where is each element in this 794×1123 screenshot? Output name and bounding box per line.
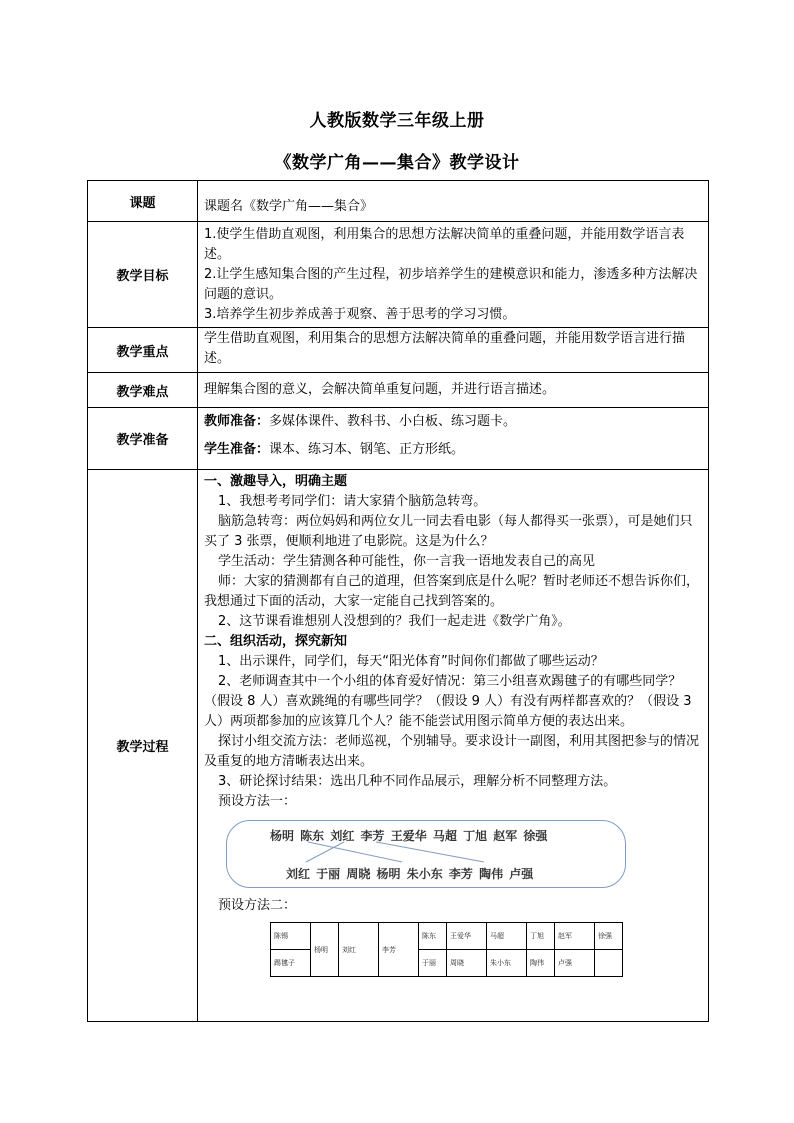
grid-cell: 马超 xyxy=(487,923,527,950)
process-label: 教学过程 xyxy=(88,470,198,1022)
difficulty-text: 理解集合图的意义，会解决简单重复问题，并进行语言描述。 xyxy=(204,382,556,397)
grid-cell: 于丽 xyxy=(419,950,447,977)
topic-label: 课题 xyxy=(88,181,198,222)
process-paragraph: 脑筋急转弯：两位妈妈和两位女儿一同去看电影（每人都得买一张票），可是她们只买了 3 张票，便顺利地进了电影院。这是为什么？ xyxy=(204,514,693,549)
section-2-heading: 二、组织活动，探究新知 xyxy=(204,634,348,649)
document-title: 人教版数学三年级上册 xyxy=(309,111,485,131)
diagram-row-bottom: 刘红 于丽 周晓 杨明 朱小东 李芳 陶伟 卢强 xyxy=(286,867,534,881)
grid-cell: 杨明 xyxy=(311,923,339,977)
teacher-prep-label: 教师准备： xyxy=(204,414,270,429)
grid-cell: 陈东 xyxy=(419,923,447,950)
process-paragraph: 2、这节课看谁想别人没想到的？我们一起走进《数学广角》。 xyxy=(218,614,571,629)
grid-cell: 周晓 xyxy=(447,950,487,977)
method-1-diagram xyxy=(226,820,626,890)
grid-cell: 徐强 xyxy=(595,923,623,950)
grid-cell: 丁旭 xyxy=(527,923,555,950)
difficulty-content xyxy=(198,373,709,408)
teacher-prep xyxy=(204,408,702,432)
preparation-label: 教学准备 xyxy=(88,408,198,470)
lesson-plan-table xyxy=(87,180,709,1022)
section-1-heading: 一、激趣导入，明确主题 xyxy=(204,474,348,489)
student-prep xyxy=(204,440,702,460)
process-paragraph: 师：大家的猜测都有自己的道理，但答案到底是什么呢？暂时老师还不想告诉你们，我想通过下面的活动，大家一定能自己找到答案的。 xyxy=(204,574,700,609)
grid-cell: 陈锡 xyxy=(271,923,311,950)
document-subtitle: 《数学广角——集合》教学设计 xyxy=(274,153,520,173)
grid-cell: 王爱华 xyxy=(447,923,487,950)
teacher-prep-text: 多媒体课件、教科书、小白板、练习题卡。 xyxy=(269,414,517,429)
difficulty-label: 教学难点 xyxy=(88,373,198,408)
grid-cell: 陶伟 xyxy=(527,950,555,977)
process-paragraph: 1、出示课件，同学们，每天“阳光体育”时间你们都做了哪些运动？ xyxy=(218,654,604,669)
grid-cell: 朱小东 xyxy=(487,950,527,977)
method-1-label: 预设方法一： xyxy=(218,794,297,809)
grid-cell: 卢强 xyxy=(555,950,595,977)
grid-cell xyxy=(595,950,623,977)
student-prep-label: 学生准备： xyxy=(204,442,270,457)
process-paragraph: 2、老师调查其中一个小组的体育爱好情况：第三小组喜欢踢毽子的有哪些同学？（假设 8 人）喜欢跳绳的有哪些同学？（假设 9 人）有没有两样都喜欢的？（假设 3 人）两项都参加的应该算几个人？能不能尝试用图示简单方便的表达出来。 xyxy=(204,674,692,729)
goals-label: 教学目标 xyxy=(88,222,198,328)
method-2-label: 预设方法二： xyxy=(218,898,297,913)
key-point-text: 学生借助直观图，利用集合的思想方法解决简单的重叠问题，并能用数学语言进行描述。 xyxy=(204,331,686,366)
process-paragraph: 1、我想考考同学们：请大家猜个脑筋急转弯。 xyxy=(218,494,487,509)
topic-text: 课题名《数学广角——集合》 xyxy=(204,199,374,214)
key-point-label: 教学重点 xyxy=(88,328,198,373)
goals-content xyxy=(198,222,709,328)
grid-cell: 李芳 xyxy=(379,923,419,977)
grid-cell: 刘红 xyxy=(339,923,379,977)
diagram-row-top: 杨明 陈东 刘红 李芳 王爱华 马超 丁旭 赵军 徐强 xyxy=(270,829,548,843)
process-paragraph: 学生活动：学生猜测各种可能性，你一言我一语地发表自己的高见 xyxy=(218,554,596,569)
key-point-content xyxy=(198,328,709,373)
topic-content xyxy=(198,181,709,222)
grid-cell: 赵军 xyxy=(555,923,595,950)
grid-cell: 踢毽子 xyxy=(271,950,311,977)
goal-item-3: 3.培养学生初步养成善于观察、善于思考的学习习惯。 xyxy=(204,307,516,322)
process-paragraph: 探讨小组交流方法：老师巡视，个别辅导。要求设计一副图，利用其图把参与的情况及重复的地方清晰表达出来。 xyxy=(204,734,700,769)
process-content xyxy=(198,470,709,1022)
student-prep-text: 课本、练习本、钢笔、正方形纸。 xyxy=(269,442,465,457)
preparation-content xyxy=(198,408,709,470)
goal-item-2: 2.让学生感知集合图的产生过程，初步培养学生的建模意识和能力，渗透多种方法解决问题的意识。 xyxy=(204,267,698,302)
process-paragraph: 3、研论探讨结果：选出几种不同作品展示，理解分析不同整理方法。 xyxy=(218,774,617,789)
goal-item-1: 1.使学生借助直观图，利用集合的思想方法解决简单的重叠问题，并能用数学语言表述。 xyxy=(204,227,685,262)
method-2-grid xyxy=(270,922,623,977)
